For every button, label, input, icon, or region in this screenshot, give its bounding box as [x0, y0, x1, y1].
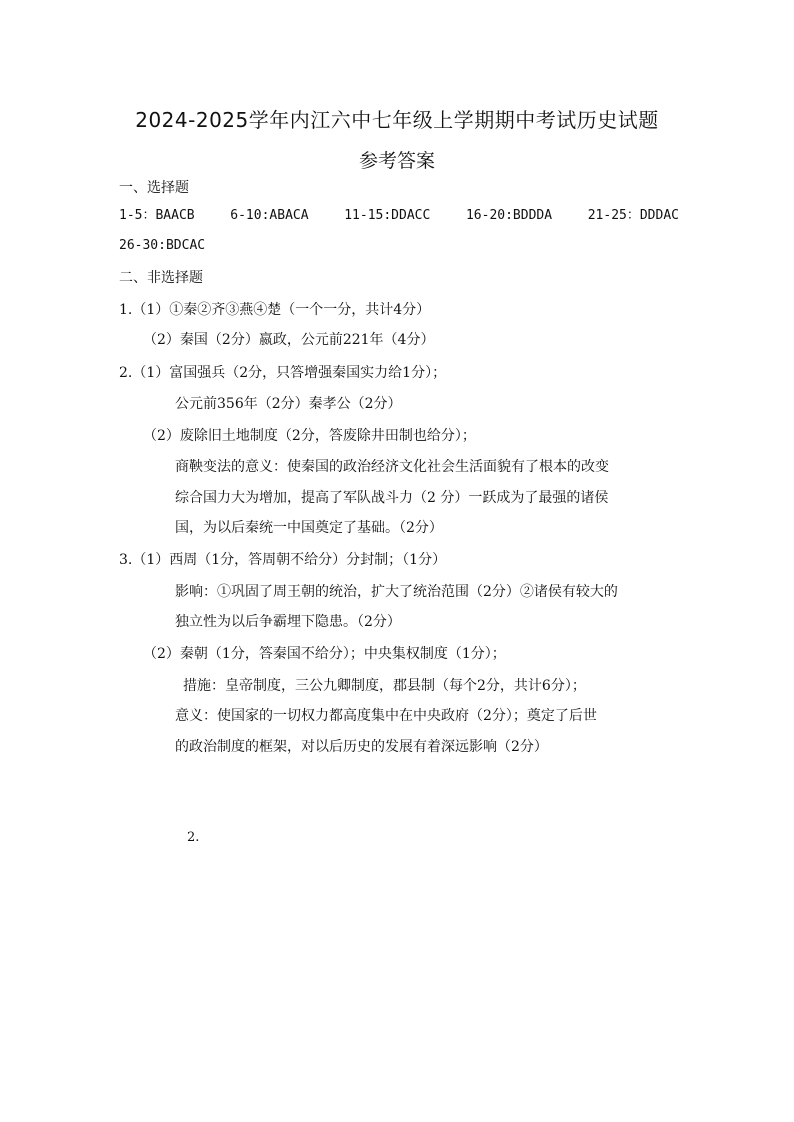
answer-line: 综合国力大为增加，提高了军队战斗力（2 分）一跃成为了最强的诸侯 — [175, 490, 609, 506]
answer-group: 11-15:DDACC — [344, 208, 431, 223]
answer-line: 公元前356年（2分）秦孝公（2分） — [175, 396, 402, 412]
answer-group: 16-20:BDDDA — [465, 208, 553, 223]
section-heading-nonchoice: 二、非选择题 — [119, 270, 203, 286]
answer-group: 26-30:BDCAC — [119, 238, 206, 253]
answer-line: 1.（1）①秦②齐③燕④楚（一个一分，共计4分） — [119, 302, 431, 318]
answer-group: 1-5：BAACB — [119, 208, 195, 223]
answer-group: 6-10:ABACA — [230, 208, 309, 223]
answer-line: （2）秦国（2分）嬴政，公元前221年（4分） — [143, 332, 435, 348]
answer-line: 措施：皇帝制度，三公九卿制度，郡县制（每个2分，共计6分）； — [183, 678, 586, 694]
document-subtitle: 参考答案 — [358, 150, 435, 172]
document-title: 2024-2025学年内江六中七年级上学期期中考试历史试题 — [135, 108, 659, 132]
answer-line: 3.（1）西周（1分，答周朝不给分）分封制；（1分） — [119, 552, 447, 568]
answer-line: 商鞅变法的意义：使秦国的政治经济文化社会生活面貌有了根本的改变 — [175, 459, 609, 475]
answer-line: （2）废除旧土地制度（2分，答废除井田制也给分）； — [143, 428, 476, 444]
choice-answers-row — [119, 206, 679, 226]
answer-line: 独立性为以后争霸埋下隐患。（2分） — [175, 614, 401, 630]
answer-line: 影响：①巩固了周王朝的统治，扩大了统治范围（2分）②诸侯有较大的 — [175, 584, 618, 600]
stray-text: 2. — [187, 830, 200, 845]
answer-line: 意义：使国家的一切权力都高度集中在中央政府（2分）；奠定了后世 — [175, 708, 597, 724]
section-heading-choice: 一、选择题 — [119, 180, 189, 196]
answer-line: （2）秦朝（1分，答秦国不给分）；中央集权制度（1分）； — [143, 646, 506, 662]
answer-line: 国，为以后秦统一中国奠定了基础。（2分） — [175, 520, 443, 536]
answer-group: 21-25：DDDAC — [587, 208, 679, 223]
answer-line: 2.（1）富国强兵（2分，只答增强秦国实力给1分）； — [119, 365, 447, 381]
answer-line: 的政治制度的框架，对以后历史的发展有着深远影响（2分） — [175, 739, 548, 755]
